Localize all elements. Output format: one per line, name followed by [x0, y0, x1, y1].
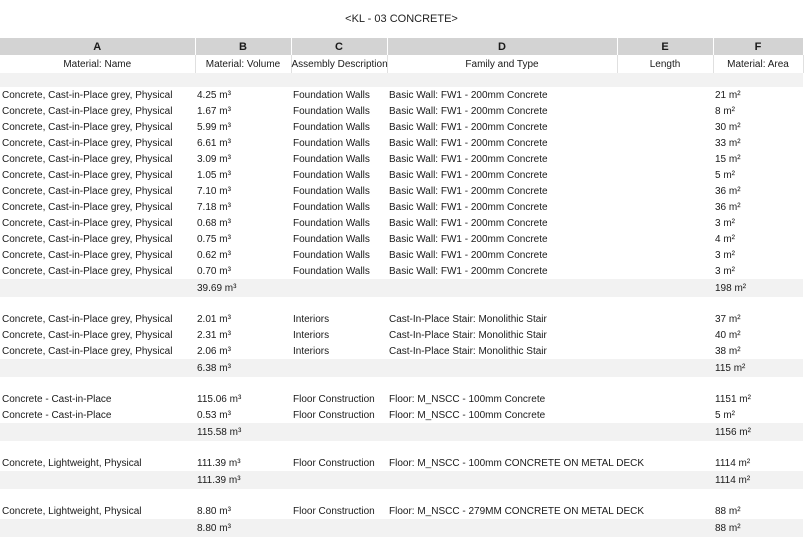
total-empty-cell [617, 279, 713, 297]
table-row[interactable] [0, 199, 803, 215]
material-area-cell[interactable]: 88 m² [715, 505, 741, 517]
material-area-cell[interactable]: 33 m² [715, 137, 741, 149]
material-volume-cell[interactable]: 6.61 m³ [197, 137, 231, 149]
material-area-cell[interactable]: 5 m² [715, 169, 735, 181]
total-area: 1114 m² [713, 471, 803, 489]
assembly-description-cell[interactable]: Foundation Walls [293, 249, 370, 261]
assembly-description-cell[interactable]: Foundation Walls [293, 201, 370, 213]
total-empty-cell [0, 519, 195, 537]
column-letter-a[interactable]: A [0, 38, 195, 55]
assembly-description-cell[interactable]: Foundation Walls [293, 233, 370, 245]
group-total-row [0, 359, 803, 377]
assembly-description-cell[interactable]: Foundation Walls [293, 105, 370, 117]
schedule-table [0, 38, 804, 537]
assembly-description-cell[interactable]: Floor Construction [293, 409, 375, 421]
family-and-type-cell[interactable]: Basic Wall: FW1 - 200mm Concrete [389, 105, 548, 117]
total-empty-cell [387, 279, 617, 297]
material-volume-cell[interactable]: 4.25 m³ [197, 89, 231, 101]
total-empty-cell [291, 471, 387, 489]
table-row[interactable] [0, 311, 803, 327]
total-empty-cell [0, 359, 195, 377]
header-material-name[interactable]: Material: Name [0, 55, 195, 73]
total-empty-cell [617, 519, 713, 537]
material-name-cell[interactable]: Concrete, Cast-in-Place grey, Physical [2, 201, 173, 213]
assembly-description-cell[interactable]: Floor Construction [293, 505, 375, 517]
family-and-type-cell[interactable]: Floor: M_NSCC - 100mm Concrete [389, 409, 546, 421]
table-row[interactable] [0, 391, 803, 407]
family-and-type-cell[interactable]: Basic Wall: FW1 - 200mm Concrete [389, 265, 548, 277]
length-cell[interactable] [617, 247, 713, 263]
total-empty-cell [617, 359, 713, 377]
length-cell[interactable] [617, 263, 713, 279]
material-name-cell[interactable]: Concrete, Cast-in-Place grey, Physical [2, 169, 173, 181]
material-name-cell[interactable]: Concrete, Cast-in-Place grey, Physical [2, 185, 173, 197]
material-area-cell[interactable]: 36 m² [715, 201, 741, 213]
assembly-description-cell[interactable]: Floor Construction [293, 457, 375, 469]
assembly-description-cell[interactable]: Interiors [293, 313, 330, 325]
table-row[interactable] [0, 503, 803, 519]
material-name-cell[interactable]: Concrete, Cast-in-Place grey, Physical [2, 345, 173, 357]
group-spacer-row [0, 377, 803, 391]
column-letter-e[interactable]: E [617, 38, 713, 55]
table-row[interactable] [0, 407, 803, 423]
length-cell[interactable] [617, 343, 713, 359]
length-cell[interactable] [617, 87, 713, 103]
table-row[interactable] [0, 231, 803, 247]
assembly-description-cell[interactable]: Floor Construction [293, 393, 375, 405]
material-area-cell[interactable]: 5 m² [715, 409, 735, 421]
family-and-type-cell[interactable]: Basic Wall: FW1 - 200mm Concrete [389, 249, 548, 261]
total-empty-cell [0, 279, 195, 297]
table-row[interactable] [0, 183, 803, 199]
header-family-and-type[interactable]: Family and Type [387, 55, 617, 73]
material-area-cell[interactable]: 3 m² [715, 217, 735, 229]
material-area-cell[interactable]: 21 m² [715, 89, 741, 101]
column-letter-c[interactable]: C [291, 38, 387, 55]
total-empty-cell [291, 279, 387, 297]
table-row[interactable] [0, 327, 803, 343]
table-row[interactable] [0, 215, 803, 231]
material-area-cell[interactable]: 3 m² [715, 249, 735, 261]
length-cell[interactable] [617, 231, 713, 247]
family-and-type-cell[interactable]: Basic Wall: FW1 - 200mm Concrete [389, 169, 548, 181]
column-letter-row [0, 38, 803, 55]
total-volume: 8.80 m³ [195, 519, 291, 537]
table-row[interactable] [0, 167, 803, 183]
total-empty-cell [291, 359, 387, 377]
total-empty-cell [617, 471, 713, 489]
family-and-type-cell[interactable]: Basic Wall: FW1 - 200mm Concrete [389, 121, 548, 133]
material-area-cell[interactable]: 1114 m² [715, 457, 751, 469]
material-name-cell[interactable]: Concrete, Lightweight, Physical [2, 505, 142, 517]
total-volume: 39.69 m³ [195, 279, 291, 297]
total-empty-cell [387, 423, 617, 441]
total-empty-cell [291, 423, 387, 441]
total-volume: 111.39 m³ [195, 471, 291, 489]
group-spacer-row [0, 489, 803, 503]
material-name-cell[interactable]: Concrete, Cast-in-Place grey, Physical [2, 137, 173, 149]
family-and-type-cell[interactable]: Floor: M_NSCC - 100mm CONCRETE ON METAL DECK [389, 457, 645, 469]
material-area-cell[interactable]: 3 m² [715, 265, 735, 277]
material-area-cell[interactable]: 40 m² [715, 329, 741, 341]
family-and-type-cell[interactable]: Basic Wall: FW1 - 200mm Concrete [389, 153, 548, 165]
length-cell[interactable] [617, 135, 713, 151]
assembly-description-cell[interactable]: Foundation Walls [293, 137, 370, 149]
schedule-title: <KL - 03 CONCRETE> [345, 13, 458, 25]
total-empty-cell [387, 471, 617, 489]
length-cell[interactable] [617, 199, 713, 215]
group-total-row [0, 519, 803, 537]
table-row[interactable] [0, 119, 803, 135]
material-area-cell[interactable]: 4 m² [715, 233, 735, 245]
material-name-cell[interactable]: Concrete, Cast-in-Place grey, Physical [2, 121, 173, 133]
total-volume: 115.58 m³ [195, 423, 291, 441]
material-area-cell[interactable]: 1151 m² [715, 393, 751, 405]
material-name-cell[interactable]: Concrete - Cast-in-Place [2, 393, 112, 405]
material-area-cell[interactable]: 15 m² [715, 153, 741, 165]
total-empty-cell [387, 519, 617, 537]
family-and-type-cell[interactable]: Basic Wall: FW1 - 200mm Concrete [389, 89, 548, 101]
header-material-area[interactable]: Material: Area [713, 55, 803, 73]
assembly-description-cell[interactable]: Foundation Walls [293, 121, 370, 133]
total-volume: 6.38 m³ [195, 359, 291, 377]
material-area-cell[interactable]: 38 m² [715, 345, 741, 357]
material-area-cell[interactable]: 37 m² [715, 313, 741, 325]
material-name-cell[interactable]: Concrete, Cast-in-Place grey, Physical [2, 105, 173, 117]
group-spacer-row [0, 297, 803, 311]
material-volume-cell[interactable]: 7.18 m³ [197, 201, 231, 213]
material-name-cell[interactable]: Concrete, Cast-in-Place grey, Physical [2, 153, 173, 165]
assembly-description-cell[interactable]: Interiors [293, 345, 330, 357]
length-cell[interactable] [617, 391, 713, 407]
length-cell[interactable] [617, 215, 713, 231]
length-cell[interactable] [617, 327, 713, 343]
total-empty-cell [0, 423, 195, 441]
table-row[interactable] [0, 151, 803, 167]
table-row[interactable] [0, 263, 803, 279]
length-cell[interactable] [617, 151, 713, 167]
total-area: 88 m² [713, 519, 803, 537]
column-letter-b[interactable]: B [195, 38, 291, 55]
family-and-type-cell[interactable]: Floor: M_NSCC - 279MM CONCRETE ON METAL DECK [389, 505, 645, 517]
group-spacer-row [0, 441, 803, 455]
material-volume-cell[interactable]: 0.62 m³ [197, 249, 231, 261]
table-row[interactable] [0, 87, 803, 103]
total-empty-cell [0, 471, 195, 489]
column-header-row [0, 55, 803, 73]
material-name-cell[interactable]: Concrete, Cast-in-Place grey, Physical [2, 217, 173, 229]
material-volume-cell[interactable]: 0.53 m³ [197, 409, 231, 421]
material-volume-cell[interactable]: 0.68 m³ [197, 217, 231, 229]
material-name-cell[interactable]: Concrete, Cast-in-Place grey, Physical [2, 233, 173, 245]
column-letter-d[interactable]: D [387, 38, 617, 55]
table-row[interactable] [0, 455, 803, 471]
material-volume-cell[interactable]: 2.31 m³ [197, 329, 231, 341]
family-and-type-cell[interactable]: Basic Wall: FW1 - 200mm Concrete [389, 137, 548, 149]
family-and-type-cell[interactable]: Cast-In-Place Stair: Monolithic Stair [389, 329, 547, 341]
family-and-type-cell[interactable]: Basic Wall: FW1 - 200mm Concrete [389, 217, 548, 229]
table-row[interactable] [0, 343, 803, 359]
material-volume-cell[interactable]: 2.01 m³ [197, 313, 231, 325]
group-total-row [0, 279, 803, 297]
material-volume-cell[interactable]: 7.10 m³ [197, 185, 231, 197]
total-empty-cell [617, 423, 713, 441]
length-cell[interactable] [617, 103, 713, 119]
total-empty-cell [387, 359, 617, 377]
material-volume-cell[interactable]: 3.09 m³ [197, 153, 231, 165]
material-volume-cell[interactable]: 0.70 m³ [197, 265, 231, 277]
material-volume-cell[interactable]: 0.75 m³ [197, 233, 231, 245]
table-row[interactable] [0, 247, 803, 263]
length-cell[interactable] [617, 167, 713, 183]
family-and-type-cell[interactable]: Cast-In-Place Stair: Monolithic Stair [389, 345, 547, 357]
assembly-description-cell[interactable]: Foundation Walls [293, 185, 370, 197]
header-assembly-description[interactable]: Assembly Description [291, 55, 387, 73]
material-volume-cell[interactable]: 8.80 m³ [197, 505, 231, 517]
material-name-cell[interactable]: Concrete - Cast-in-Place [2, 409, 112, 421]
table-row[interactable] [0, 135, 803, 151]
table-row[interactable] [0, 103, 803, 119]
assembly-description-cell[interactable]: Foundation Walls [293, 217, 370, 229]
length-cell[interactable] [617, 407, 713, 423]
assembly-description-cell[interactable]: Foundation Walls [293, 265, 370, 277]
material-volume-cell[interactable]: 111.39 m³ [197, 457, 241, 469]
total-area: 115 m² [713, 359, 803, 377]
family-and-type-cell[interactable]: Basic Wall: FW1 - 200mm Concrete [389, 233, 548, 245]
family-and-type-cell[interactable]: Basic Wall: FW1 - 200mm Concrete [389, 185, 548, 197]
material-area-cell[interactable]: 30 m² [715, 121, 741, 133]
total-area: 1156 m² [713, 423, 803, 441]
length-cell[interactable] [617, 311, 713, 327]
material-volume-cell[interactable]: 1.67 m³ [197, 105, 231, 117]
material-area-cell[interactable]: 8 m² [715, 105, 735, 117]
group-total-row [0, 471, 803, 489]
material-name-cell[interactable]: Concrete, Lightweight, Physical [2, 457, 142, 469]
family-and-type-cell[interactable]: Floor: M_NSCC - 100mm Concrete [389, 393, 546, 405]
header-length[interactable]: Length [617, 55, 713, 73]
group-total-row [0, 423, 803, 441]
material-volume-cell[interactable]: 2.06 m³ [197, 345, 231, 357]
material-name-cell[interactable]: Concrete, Cast-in-Place grey, Physical [2, 249, 173, 261]
material-name-cell[interactable]: Concrete, Cast-in-Place grey, Physical [2, 313, 173, 325]
material-name-cell[interactable]: Concrete, Cast-in-Place grey, Physical [2, 329, 173, 341]
header-spacer-row [0, 73, 803, 87]
column-letter-f[interactable]: F [713, 38, 803, 55]
material-volume-cell[interactable]: 5.99 m³ [197, 121, 231, 133]
assembly-description-cell[interactable]: Foundation Walls [293, 89, 370, 101]
total-empty-cell [291, 519, 387, 537]
material-name-cell[interactable]: Concrete, Cast-in-Place grey, Physical [2, 265, 173, 277]
total-area: 198 m² [713, 279, 803, 297]
length-cell[interactable] [617, 119, 713, 135]
header-material-volume[interactable]: Material: Volume [195, 55, 291, 73]
family-and-type-cell[interactable]: Cast-In-Place Stair: Monolithic Stair [389, 313, 547, 325]
material-area-cell[interactable]: 36 m² [715, 185, 741, 197]
assembly-description-cell[interactable]: Foundation Walls [293, 153, 370, 165]
family-and-type-cell[interactable]: Basic Wall: FW1 - 200mm Concrete [389, 201, 548, 213]
material-name-cell[interactable]: Concrete, Cast-in-Place grey, Physical [2, 89, 173, 101]
material-volume-cell[interactable]: 115.06 m³ [197, 393, 242, 405]
length-cell[interactable] [617, 183, 713, 199]
assembly-description-cell[interactable]: Interiors [293, 329, 330, 341]
material-volume-cell[interactable]: 1.05 m³ [197, 169, 231, 181]
assembly-description-cell[interactable]: Foundation Walls [293, 169, 370, 181]
